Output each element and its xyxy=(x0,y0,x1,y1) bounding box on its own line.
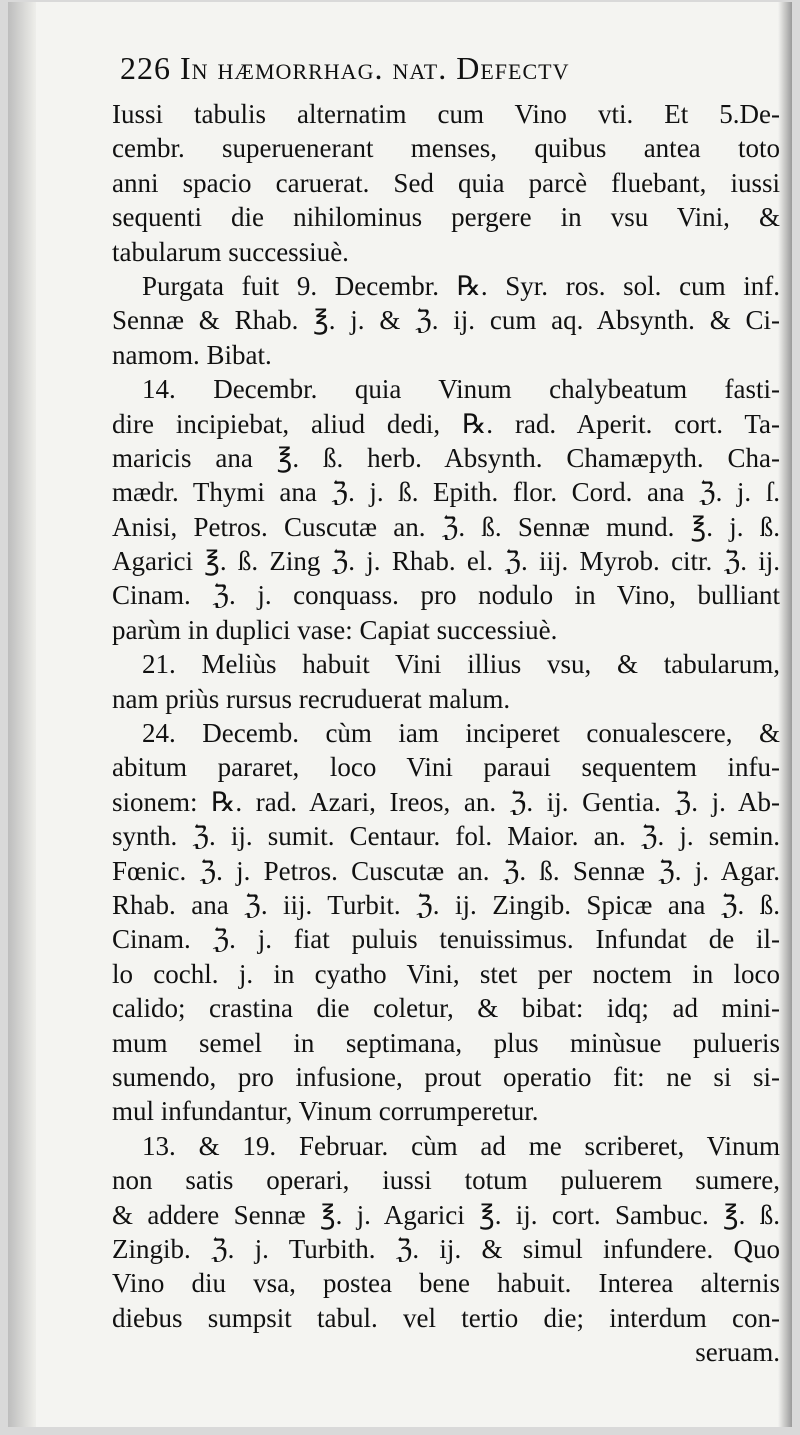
text-line: Cinam. ℨ. j. fiat puluis tenuissimus. Infundat de il- xyxy=(112,924,780,955)
text-line: nam priùs rursus recruduerat malum. xyxy=(112,683,511,714)
text-line: Anisi, Petros. Cuscutæ an. ℨ. ß. Sennæ mund. ℥. j. ß. xyxy=(112,511,780,542)
text-line: 13. & 19. Februar. cùm ad me scriberet, Vinum xyxy=(142,1130,780,1161)
running-header: 226 In hæmorrhag. nat. Defectv xyxy=(120,50,570,86)
text-line: namom. Bibat. xyxy=(112,339,272,370)
text-line: dire incipiebat, aliud dedi, ℞. rad. Aperit. cort. Ta- xyxy=(112,408,780,439)
text-line: mum semel in septimana, plus minùsue pulueris xyxy=(112,1027,780,1058)
text-line: diebus sumpsit tabul. vel tertio die; interdum con- xyxy=(112,1302,780,1333)
text-line: Iussi tabulis alternatim cum Vino vti. Et 5.De- xyxy=(112,99,780,129)
text-line: Fœnic. ℨ. j. Petros. Cuscutæ an. ℨ. ß. Sennæ ℨ. j. Agar. xyxy=(112,855,780,886)
text-line: anni spacio caruerat. Sed quia parcè fluebant, iussi xyxy=(112,167,780,198)
text-line: mul infundantur, Vinum corrumperetur. xyxy=(112,1096,539,1127)
text-line: cembr. superuenerant menses, quibus antea toto xyxy=(112,133,780,164)
page-gutter-shadow xyxy=(8,2,36,1427)
text-line: 21. Meliùs habuit Vini illius vsu, & tabularum, xyxy=(142,649,780,680)
book-page xyxy=(8,2,792,1427)
text-line: mædr. Thymi ana ℨ. j. ß. Epith. flor. Cord. ana ℨ. j. ſ. xyxy=(112,477,780,508)
text-line: seruam. xyxy=(695,1337,780,1368)
text-line: Cinam. ℨ. j. conquass. pro nodulo in Vino, bulliant xyxy=(112,580,780,611)
text-line: lo cochl. j. in cyatho Vini, stet per noctem in loco xyxy=(112,958,780,989)
text-line: abitum pararet, loco Vini paraui sequentem infu- xyxy=(112,752,780,783)
text-line: synth. ℨ. ij. sumit. Centaur. fol. Maior. an. ℨ. j. semin. xyxy=(112,821,780,852)
text-line: Purgata fuit 9. Decembr. ℞. Syr. ros. sol. cum inf. xyxy=(142,270,780,301)
text-line: Vino diu vsa, postea bene habuit. Interea alternis xyxy=(112,1268,780,1299)
text-line: 14. Decembr. quia Vinum chalybeatum fasti- xyxy=(142,374,780,405)
text-line: sumendo, pro infusione, prout operatio fit: ne si si- xyxy=(112,1061,780,1092)
text-line: non satis operari, iussi totum puluerem sumere, xyxy=(112,1165,780,1196)
text-line: Sennæ & Rhab. ℥. j. & ℨ. ij. cum aq. Absynth. & Ci- xyxy=(112,305,780,336)
text-line: tabularum successiuè. xyxy=(112,236,349,267)
text-line: sequenti die nihilominus pergere in vsu Vini, & xyxy=(112,202,780,233)
body-text xyxy=(112,97,780,1369)
page-edge-shadow xyxy=(778,2,792,1427)
text-line: Zingib. ℨ. j. Turbith. ℨ. ij. & simul infundere. Quo xyxy=(112,1233,780,1264)
text-line: & addere Sennæ ℥. j. Agarici ℥. ij. cort. Sambuc. ℥. ß. xyxy=(112,1199,780,1230)
text-line: sionem: ℞. rad. Azari, Ireos, an. ℨ. ij. Gentia. ℨ. j. Ab- xyxy=(112,786,780,817)
text-line: maricis ana ℥. ß. herb. Absynth. Chamæpyth. Cha- xyxy=(112,442,780,473)
text-line: Rhab. ana ℨ. iij. Turbit. ℨ. ij. Zingib. Spicæ ana ℨ. ß. xyxy=(112,889,780,920)
text-line: Agarici ℥. ß. Zing ℨ. j. Rhab. el. ℨ. iij. Myrob. citr. ℨ. ij. xyxy=(112,546,780,577)
text-line: 24. Decemb. cùm iam inciperet conualescere, & xyxy=(142,718,780,749)
text-line: calido; crastina die coletur, & bibat: idq; ad mini- xyxy=(112,993,780,1024)
text-line: parùm in duplici vase: Capiat successiuè. xyxy=(112,614,558,645)
